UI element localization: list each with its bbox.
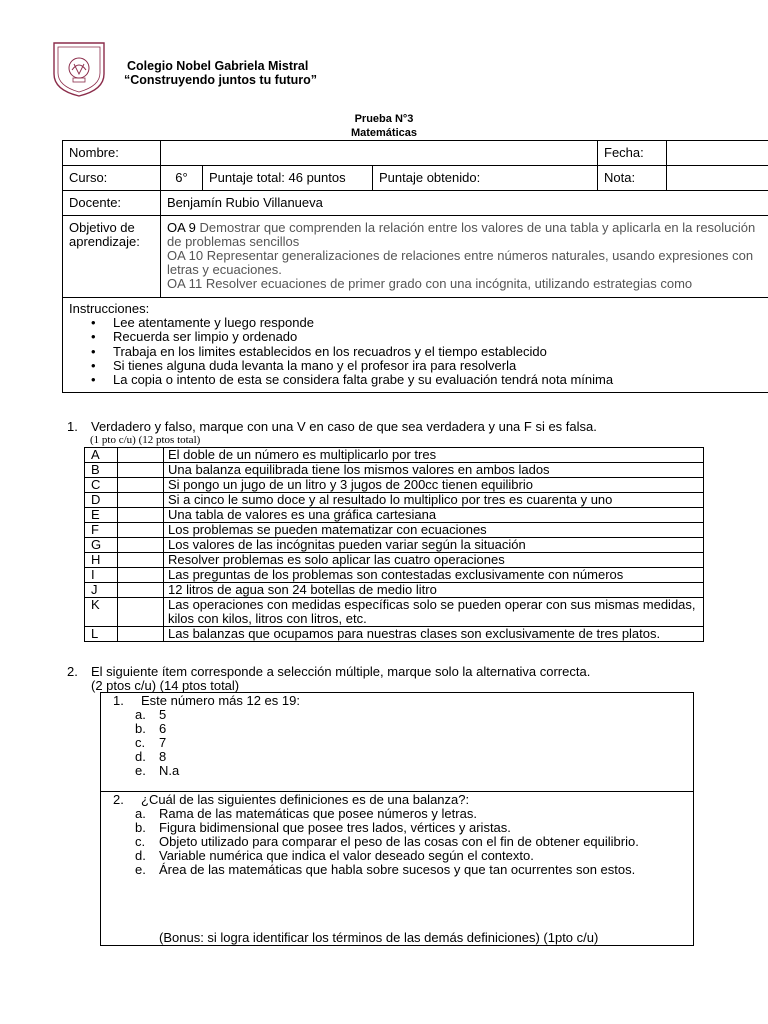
table-row [85,523,704,538]
item-letter: C [85,478,118,493]
instructions-cell [63,298,768,393]
answer-cell[interactable] [118,523,164,538]
item-statement: Una balanza equilibrada tiene los mismos valores en ambos lados [164,463,704,478]
question-text: ¿Cuál de las siguientes definiciones es de una balanza?: [141,792,470,807]
options-list [101,807,693,877]
objective-item: OA 10 Representar generalizaciones de relaciones entre números naturales, usando expresiones con letras y ecuaciones. [167,248,754,277]
test-subject: Matemáticas [350,127,418,139]
item-letter: E [85,508,118,523]
answer-cell[interactable] [118,583,164,598]
instruction-item: • Lee atentamente y luego responde [113,316,768,330]
table-row [85,463,704,478]
section1-number: 1. [67,419,78,434]
answer-cell[interactable] [118,598,164,627]
teacher-label: Docente: [63,191,161,216]
objectives-cell [161,216,768,298]
question-1 [101,694,693,708]
objective-item: OA 11 Resolver ecuaciones de primer grado con una incógnita, utilizando estrategias como [167,276,693,291]
section2-instruction: El siguiente ítem corresponde a selección múltiple, marque solo la alternativa correcta. [91,664,591,679]
date-field[interactable] [667,141,768,166]
item-statement: Una tabla de valores es una gráfica cartesiana [164,508,704,523]
section2-points: (2 ptos c/u) (14 ptos total) [91,678,240,693]
item-statement: El doble de un número es multiplicarlo por tres [164,448,704,463]
obtained-score-label: Puntaje obtenido: [373,166,598,191]
instruction-item: • Trabaja en los limites establecidos en los recuadros y el tiempo establecido [113,345,768,359]
school-motto: “Construyendo juntos tu futuro” [124,73,318,87]
table-row [85,478,704,493]
question-number: 2. [113,792,124,807]
table-row [85,627,704,642]
instructions-list [69,316,768,387]
item-letter: F [85,523,118,538]
option-item[interactable]: e. Área de las matemáticas que habla sobre sucesos y que tan ocurrentes son estos. [135,862,636,877]
item-letter: A [85,448,118,463]
item-statement: Las balanzas que ocupamos para nuestras clases son exclusivamente de tres platos. [164,627,704,642]
answer-cell[interactable] [118,478,164,493]
grade-field[interactable] [667,166,768,191]
bonus-note: (Bonus: si logra identificar los términos de las demás definiciones) (1pto c/u) [159,930,599,945]
item-letter: L [85,627,118,642]
table-row [85,538,704,553]
section1-points: (1 pto c/u) (12 ptos total) [90,434,201,446]
option-item[interactable]: b. 6 [135,721,167,736]
answer-cell[interactable] [118,568,164,583]
item-statement: Las preguntas de los problemas son contestadas exclusivamente con números [164,568,704,583]
instructions-label: Instrucciones: [69,301,150,316]
item-statement: Si a cinco le sumo doce y al resultado lo multiplico por tres es cuarenta y uno [164,493,704,508]
option-item[interactable]: a. Rama de las matemáticas que posee números y letras. [135,806,477,821]
answer-cell[interactable] [118,553,164,568]
question-box [100,790,694,946]
option-item[interactable]: d. 8 [135,749,167,764]
answer-cell[interactable] [118,448,164,463]
table-row [85,583,704,598]
item-letter: J [85,583,118,598]
date-label: Fecha: [598,141,667,166]
option-item[interactable]: e. N.a [135,763,180,778]
objective-item: OA 9 Demostrar que comprenden la relación entre los valores de una tabla y aplicarla en la resolución de problemas sencillos [167,220,756,249]
answer-cell[interactable] [118,463,164,478]
option-item[interactable]: a. 5 [135,707,167,722]
school-logo [50,40,108,98]
answer-cell[interactable] [118,508,164,523]
option-item[interactable]: d. Variable numérica que indica el valor deseado según el contexto. [135,848,534,863]
item-letter: B [85,463,118,478]
option-item[interactable]: b. Figura bidimensional que posee tres lados, vértices y aristas. [135,820,511,835]
item-letter: D [85,493,118,508]
course-value: 6° [161,166,203,191]
section1-instruction: Verdadero y falso, marque con una V en caso de que sea verdadera y una F si es falsa. [91,419,597,434]
question-2 [101,793,693,807]
answer-cell[interactable] [118,493,164,508]
item-statement: Los valores de las incógnitas pueden variar según la situación [164,538,704,553]
item-letter: K [85,598,118,627]
section2-number: 2. [67,664,78,679]
item-statement: Las operaciones con medidas específicas solo se pueden operar con sus mismas medidas, kilos con kilos, litros con litros, etc. [164,598,704,627]
name-label: Nombre: [63,141,161,166]
school-name: Colegio Nobel Gabriela Mistral [127,59,309,73]
item-statement: 12 litros de agua son 24 botellas de medio litro [164,583,704,598]
answer-cell[interactable] [118,538,164,553]
option-item[interactable]: c. Objeto utilizado para comparar el peso de las cosas con el fin de obtener equilibrio. [135,834,639,849]
table-row [85,598,704,627]
grade-label: Nota: [598,166,667,191]
table-row [85,493,704,508]
question-text: Este número más 12 es 19: [141,693,300,708]
item-letter: I [85,568,118,583]
teacher-value: Benjamín Rubio Villanueva [161,191,768,216]
student-info-table [62,140,768,393]
name-field[interactable] [161,141,598,166]
option-item[interactable]: c. 7 [135,735,167,750]
item-letter: G [85,538,118,553]
objective-label: Objetivo de aprendizaje: [63,216,161,298]
item-statement: Resolver problemas es solo aplicar las cuatro operaciones [164,553,704,568]
table-row [85,553,704,568]
answer-cell[interactable] [118,627,164,642]
course-label: Curso: [63,166,161,191]
question-number: 1. [113,693,124,708]
true-false-table [84,447,704,642]
question-box [100,692,694,792]
instruction-item: • Recuerda ser limpio y ordenado [113,330,768,344]
instruction-item: • Si tienes alguna duda levanta la mano y el profesor ira para resolverla [113,359,768,373]
instruction-item: • La copia o intento de esta se considera falta grabe y su evaluación tendrá nota mínima [113,373,768,387]
item-statement: Si pongo un jugo de un litro y 3 jugos de 200cc tienen equilibrio [164,478,704,493]
item-letter: H [85,553,118,568]
table-row [85,448,704,463]
table-row [85,508,704,523]
test-title: Prueba N°3 [354,113,414,125]
total-score: Puntaje total: 46 puntos [203,166,373,191]
table-row [85,568,704,583]
item-statement: Los problemas se pueden matematizar con ecuaciones [164,523,704,538]
options-list [101,708,693,778]
